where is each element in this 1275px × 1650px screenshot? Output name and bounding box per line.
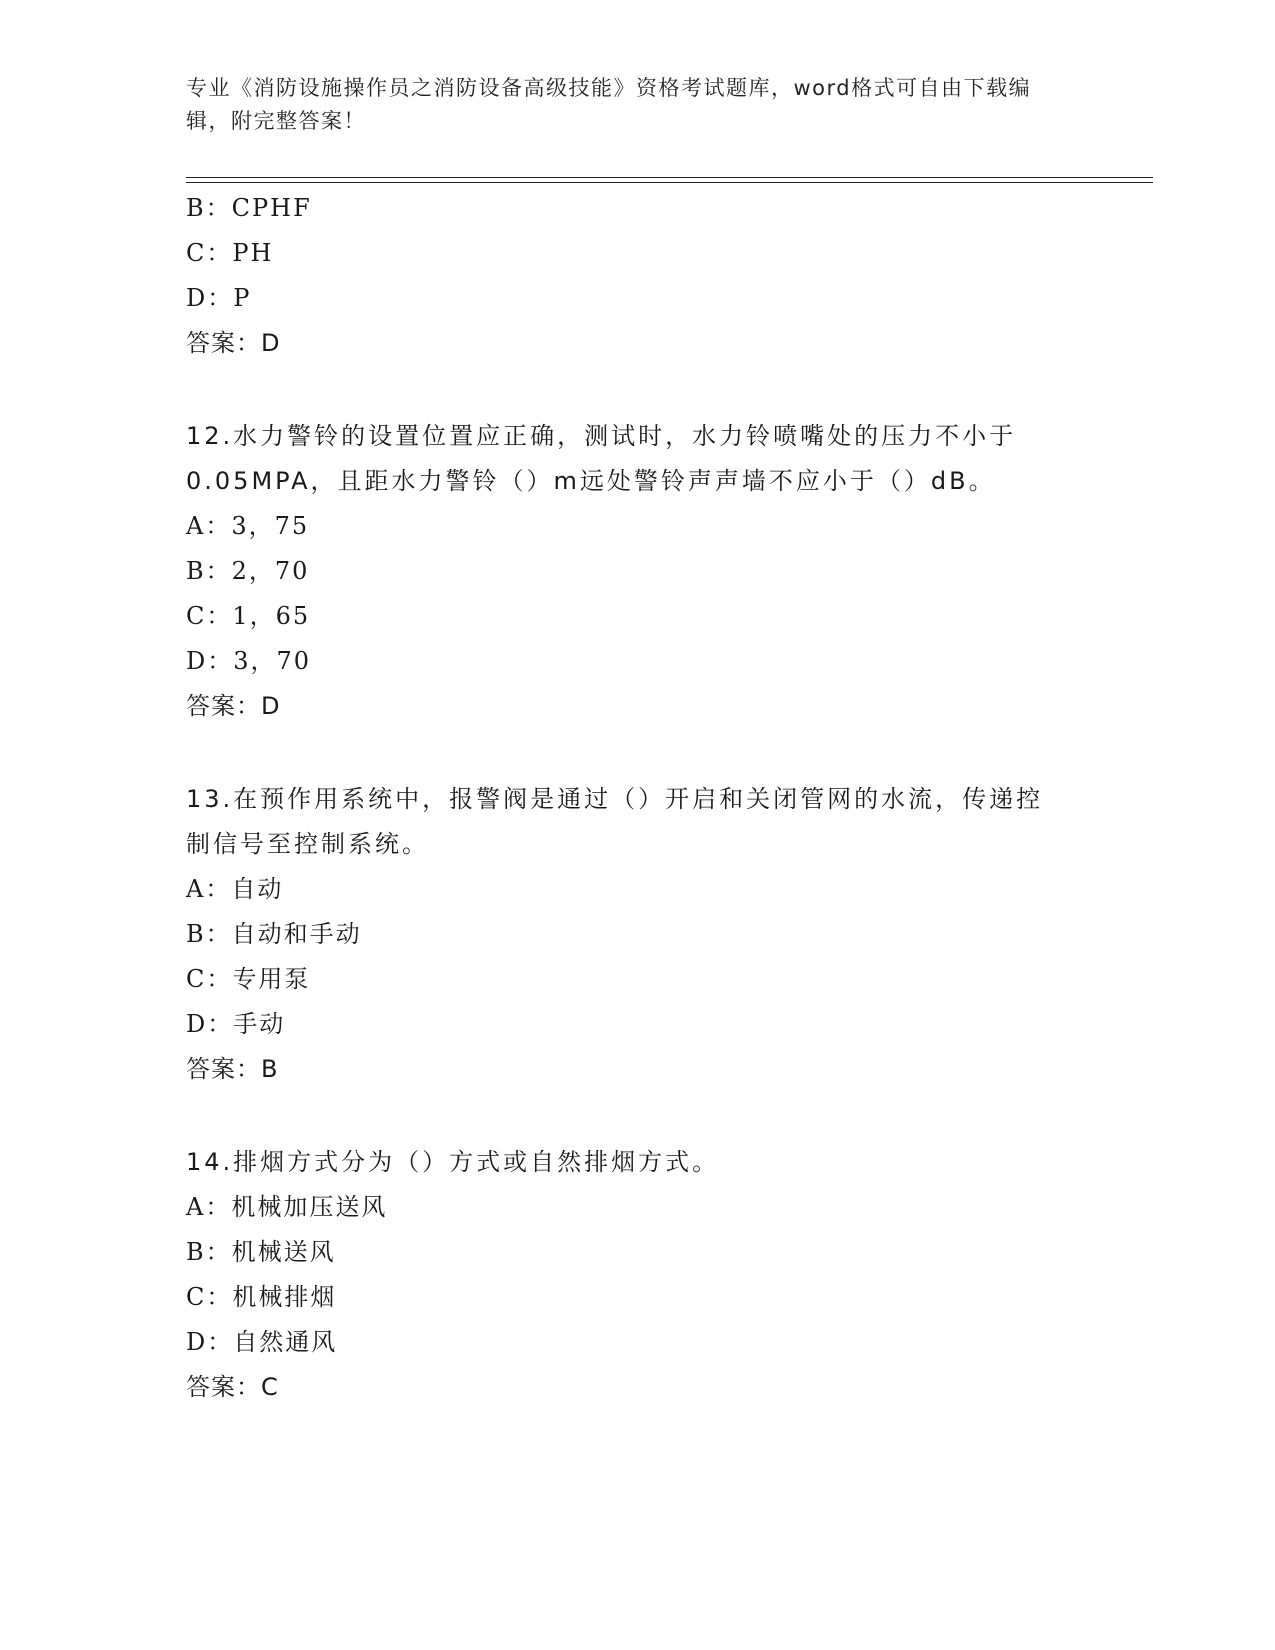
option-c: C：专用泵: [186, 965, 311, 993]
page-header: [186, 72, 1066, 138]
option-d: D：3，70: [186, 647, 312, 675]
question-stem: 13.在预作用系统中，报警阀是通过（）开启和关闭管网的水流，传递控制信号至控制系统。: [186, 785, 1044, 858]
answer-line: 答案：C: [186, 1373, 279, 1401]
option-c: C：PH: [186, 239, 274, 267]
document-title: 专业《消防设施操作员之消防设备高级技能》资格考试题库，word格式可自由下载编辑，附完整答案！: [186, 76, 1032, 133]
answer-line: 答案：D: [186, 692, 281, 720]
question-11-continued: [186, 186, 1086, 366]
option-c: C：1，65: [186, 602, 311, 630]
option-b: B：2，70: [186, 557, 310, 585]
option-c: C：机械排烟: [186, 1283, 337, 1311]
answer-line: 答案：D: [186, 329, 281, 357]
question-13: [186, 777, 1086, 1092]
option-b: B：自动和手动: [186, 920, 362, 948]
header-divider: [186, 177, 1153, 183]
option-a: A：机械加压送风: [186, 1193, 388, 1221]
option-d: D：P: [186, 284, 252, 312]
answer-line: 答案：B: [186, 1055, 279, 1083]
option-d: D：手动: [186, 1010, 286, 1038]
question-stem: 12.水力警铃的设置位置应正确，测试时，水力铃喷嘴处的压力不小于0.05MPA，且距水力警铃（）m远处警铃声声墙不应小于（）dB。: [186, 422, 1017, 495]
option-a: A：3，75: [186, 512, 310, 540]
question-stem: 14.排烟方式分为（）方式或自然排烟方式。: [186, 1148, 720, 1176]
option-b: B：机械送风: [186, 1238, 336, 1266]
option-b: B：CPHF: [186, 194, 312, 222]
question-content: [186, 186, 1086, 1410]
question-14: [186, 1140, 1086, 1410]
option-a: A：自动: [186, 875, 284, 903]
question-12: [186, 414, 1086, 729]
option-d: D：自然通风: [186, 1328, 338, 1356]
